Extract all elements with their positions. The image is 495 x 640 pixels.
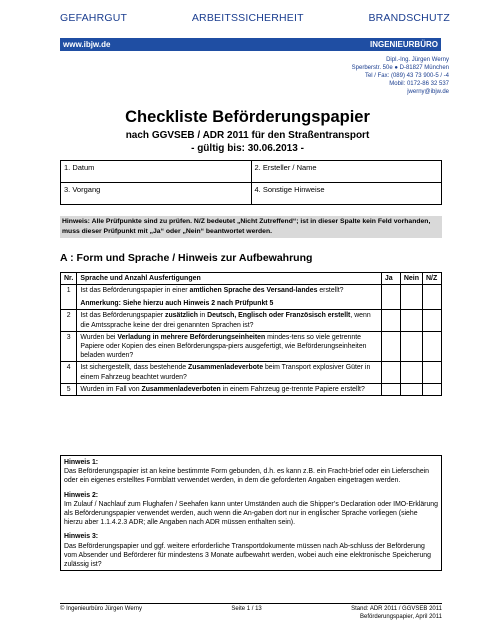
q-text: in einem Fahrzeug ge-trennte Papiere erstellt?: [220, 385, 365, 393]
q-text: mindes-tens so viele getrennte Papiere oder Kopien des einen Beförderungspa-piers ausgefertigt, wie Beförderungseinheiten beladen wurden?: [80, 333, 367, 360]
hints-cell: [61, 456, 442, 571]
table-row: [61, 383, 442, 395]
field-datum[interactable]: 1. Datum: [61, 161, 252, 183]
checkbox-ja[interactable]: [381, 331, 400, 362]
q-bold: Zusammenladeverbote: [187, 364, 264, 372]
header-topic-brandschutz: BRANDSCHUTZ: [368, 12, 450, 24]
checkbox-ja[interactable]: [381, 383, 400, 395]
field-ersteller[interactable]: 2. Ersteller / Name: [251, 161, 442, 183]
footer-version-line-1: Stand: ADR 2011 / GGVSEB 2011: [351, 606, 442, 612]
footer-copyright: © Ingenieurbüro Jürgen Werny: [60, 606, 143, 612]
q-text: erstellt?: [317, 287, 344, 294]
row-question: [77, 310, 381, 331]
q-text: Ist das Beförderungspapier: [80, 312, 165, 320]
page-title: Checkliste Beförderungspapier: [125, 108, 370, 126]
header-nein: Nein: [400, 273, 422, 285]
row-number: 1: [61, 285, 77, 310]
table-row: [61, 331, 442, 362]
checkbox-ja[interactable]: [381, 285, 400, 310]
checkbox-nein[interactable]: [400, 331, 422, 362]
row-number: 3: [61, 331, 77, 362]
website-link[interactable]: www.ibjw.de: [63, 40, 111, 49]
page-subtitle: [0, 129, 495, 155]
header-nz: N/Z: [423, 273, 442, 285]
address-email[interactable]: jwerny@ibjw.de: [407, 89, 449, 95]
checkbox-nein[interactable]: [400, 362, 422, 383]
row-number: 5: [61, 383, 77, 395]
address-block: [352, 56, 449, 96]
header-ja: Ja: [381, 273, 400, 285]
row-question: [77, 383, 381, 395]
footer-page-number: Seite 1 / 13: [231, 606, 262, 612]
table-header-row: [61, 273, 442, 285]
q-text: Wurden im Fall von: [80, 385, 142, 393]
hints-box: [60, 455, 442, 571]
hint-title: Hinweis 2:: [64, 491, 99, 499]
q-text: Wurden bei: [80, 333, 118, 341]
footer-version-line-2: Beförderungspapier, April 2011: [360, 613, 442, 620]
office-label: INGENIEURBÜRO: [369, 40, 438, 49]
checkbox-nein[interactable]: [400, 383, 422, 395]
table-row: [61, 362, 442, 383]
checkbox-nz[interactable]: [423, 331, 442, 362]
hint-text: Im Zulauf / Nachlauf zum Flughafen / Seehafen kann unter Umständen auch die Shipper’s Declaration oder IMO-Erklärung als Beförderungspapier verwendet werden, auch wenn die An-gaben dort nur in englischer Sprache vorliegen (siehe hierzu aber 1.1.4.2.3 ADR; alle Angaben nach ADR müssen enthalten sein).: [64, 500, 438, 527]
table-row: [61, 310, 442, 331]
section-title: A : Form und Sprache / Hinweis zur Aufbewahrung: [60, 252, 313, 264]
q-bold: Zusammenladeverboten: [141, 385, 221, 393]
q-bold: amtlichen Sprache des Versand-landes: [189, 287, 318, 294]
header-nr: Nr.: [61, 273, 77, 285]
hint-title: Hinweis 1:: [64, 459, 99, 466]
header-bar: [60, 38, 441, 51]
form-fields-table: [60, 160, 442, 205]
q-text: , wenn die Amtssprache keine der drei genannten Sprachen ist?: [80, 312, 371, 329]
field-vorgang[interactable]: 3. Vorgang: [61, 183, 252, 205]
q-bold: zusätzlich: [165, 312, 198, 320]
q-bold: Verladung in mehrere Beförderungseinheiten: [117, 333, 266, 341]
address-street: Sperberstr. 50e ● D-81827 München: [351, 65, 449, 71]
hint-text: Das Beförderungspapier und ggf. weitere erforderliche Transportdokumente müssen nach Ab-schluss der Beförderung vom Absender und Beförderer für mindestens 3 Monate aufbewahrt werden, wobei auch eine elektronische Speicherung zulässig ist?: [64, 542, 431, 569]
checkbox-nz[interactable]: [423, 285, 442, 310]
q-text: in: [197, 312, 208, 320]
row-question: [77, 285, 381, 310]
checkbox-nz[interactable]: [423, 362, 442, 383]
header-topic-arbeitssicherheit: ARBEITSSICHERHEIT: [191, 12, 304, 24]
address-name: Dipl.-Ing. Jürgen Werny: [386, 57, 449, 63]
address-phone: Tel / Fax: (089) 43 73 900-5 / -4: [364, 73, 449, 79]
row-question: [77, 331, 381, 362]
checkbox-nein[interactable]: [400, 285, 422, 310]
q-bold: Deutsch, Englisch oder Französisch erstellt: [207, 312, 351, 320]
header-topics: [60, 12, 450, 24]
instruction-note: Hinweis: Alle Prüfpunkte sind zu prüfen. N/Z bedeutet „Nicht Zutreffend“; ist in dieser Spalte kein Feld vorhanden, muss dieser Prüfpunkt mit „Ja“ oder „Nein“ beantwortet werden.: [60, 216, 442, 238]
q-text: Ist das Beförderungspapier in einer: [80, 287, 190, 294]
row-question: [77, 362, 381, 383]
hint-text: Das Beförderungspapier ist an keine bestimmte Form gebunden, d.h. es kann z.B. ein Fracht-brief oder ein Lieferschein oder ein eigenes erstelltes Formblatt verwendet werden, in dem die geforderten Angaben eingetragen werden.: [64, 468, 430, 485]
table-row: [61, 285, 442, 310]
checklist-table: [60, 272, 442, 396]
hint-title: Hinweis 3:: [64, 533, 99, 541]
checkbox-nz[interactable]: [423, 383, 442, 395]
row-number: 2: [61, 310, 77, 331]
subtitle-line-2: - gültig bis: 30.06.2013 -: [191, 143, 304, 154]
checkbox-nz[interactable]: [423, 310, 442, 331]
checkbox-ja[interactable]: [381, 310, 400, 331]
page-footer: [60, 603, 442, 621]
field-hinweise[interactable]: 4. Sonstige Hinweise: [251, 183, 442, 205]
header-topic: Sprache und Anzahl Ausfertigungen: [77, 273, 381, 285]
q-text: Ist sichergestellt, dass bestehende: [80, 364, 188, 372]
checkbox-nein[interactable]: [400, 310, 422, 331]
checkbox-ja[interactable]: [381, 362, 400, 383]
header-topic-gefahrgut: GEFAHRGUT: [60, 12, 128, 24]
subtitle-line-1: nach GGVSEB / ADR 2011 für den Straßentransport: [125, 130, 370, 141]
address-mobile: Mobil: 0172-86 32 537: [389, 81, 449, 87]
footer-version: [351, 606, 442, 621]
row-note: Anmerkung: Siehe hierzu auch Hinweis 2 nach Prüfpunkt 5: [80, 300, 274, 308]
q-text: beim Transport explosiver Güter in einem Fahrzeug beachtet wurden?: [80, 364, 371, 381]
row-number: 4: [61, 362, 77, 383]
